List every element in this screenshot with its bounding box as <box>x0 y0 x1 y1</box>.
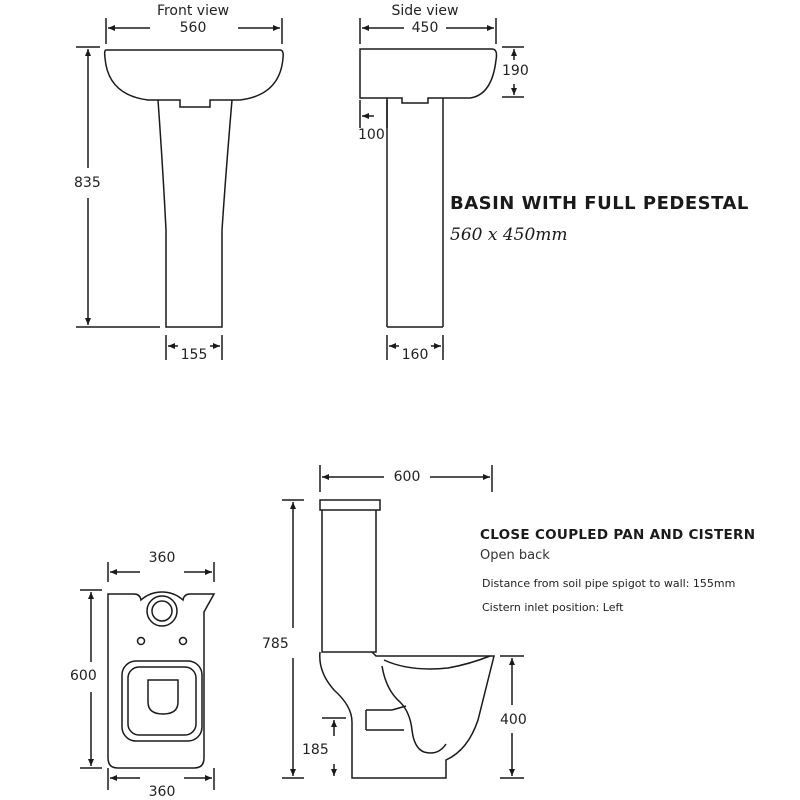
front-view-label: Front view <box>156 3 230 19</box>
basin-front-view <box>105 50 284 327</box>
dim-front-foot: 155 <box>180 347 208 363</box>
toilet-title: CLOSE COUPLED PAN AND CISTERN <box>480 527 756 543</box>
dim-toilet-total-height: 785 <box>262 636 289 652</box>
toilet-note-spigot: Distance from soil pipe spigot to wall: 155mm <box>482 577 736 590</box>
dim-basin-height: 190 <box>502 63 529 79</box>
dim-toilet-length: 600 <box>70 668 97 684</box>
basin-subtitle: 560 x 450mm <box>450 225 568 245</box>
dim-front-width: 560 <box>177 20 210 36</box>
dim-toilet-side-length: 600 <box>391 469 424 485</box>
dim-side-depth: 450 <box>409 20 442 36</box>
basin-title: BASIN WITH FULL PEDESTAL <box>450 193 749 214</box>
side-view-label: Side view <box>391 3 459 19</box>
dim-basin-total-height: 835 <box>74 175 101 191</box>
dim-pan-height: 400 <box>500 712 527 728</box>
toilet-top-view <box>108 592 214 768</box>
dim-inlet-height: 185 <box>302 742 329 758</box>
toilet-side-view <box>320 500 494 778</box>
dim-wall-gap-line <box>360 100 387 128</box>
dim-wall-gap: 100 <box>358 127 385 143</box>
toilet-subtitle: Open back <box>480 548 550 563</box>
basin-side-view <box>360 49 497 327</box>
toilet-note-inlet: Cistern inlet position: Left <box>482 601 624 614</box>
dim-side-foot: 160 <box>401 347 429 363</box>
dim-toilet-top-width: 360 <box>148 550 176 566</box>
dim-toilet-bottom-width: 360 <box>148 784 176 800</box>
